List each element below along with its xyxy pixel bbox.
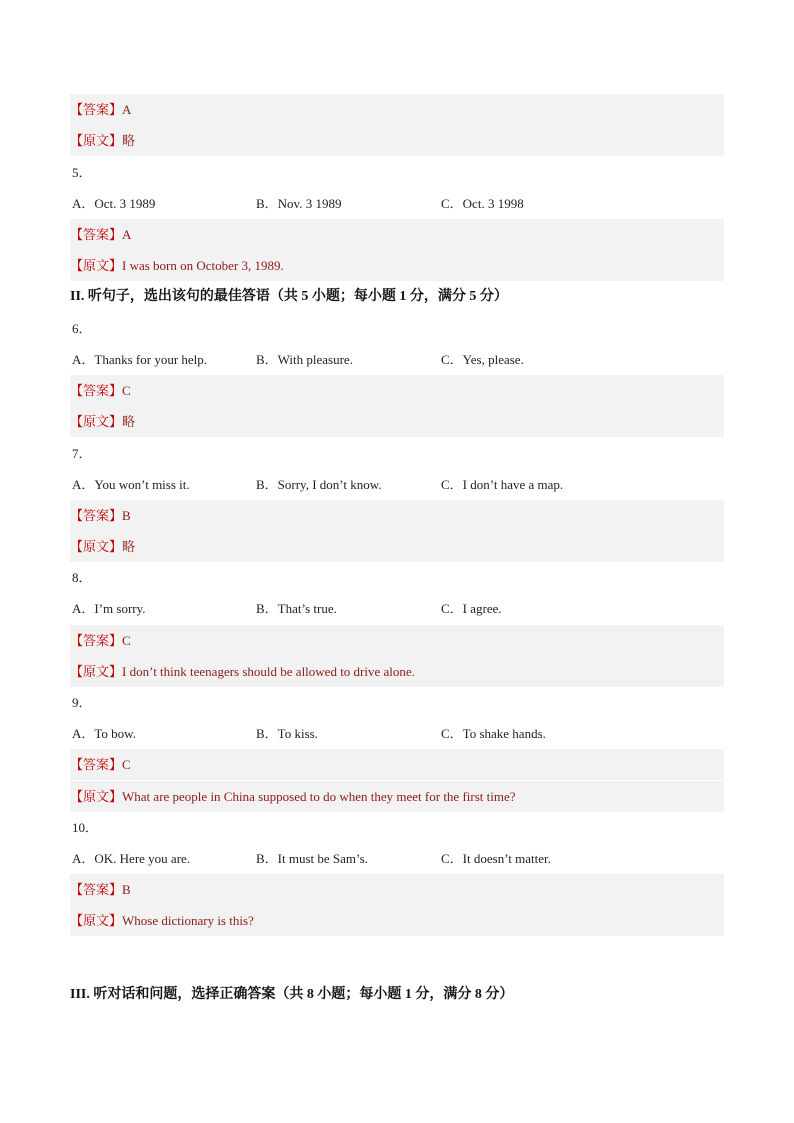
source-text: I don’t think teenagers should be allowed to drive alone. [122, 664, 415, 679]
options-row [70, 469, 724, 500]
answer-tag: 【答案】 [70, 383, 123, 398]
section-heading: II. 听句子，选出该句的最佳答语（共 5 小题；每小题 1 分，满分 5 分） [70, 289, 508, 304]
answer-value: B [122, 882, 131, 897]
option-c: C．I don’t have a map. [441, 477, 564, 492]
source-text: 略 [122, 414, 136, 429]
options-row [70, 344, 724, 375]
option-a: A．I’m sorry. [72, 601, 146, 616]
section-heading: III. 听对话和问题，选择正确答案（共 8 小题；每小题 1 分，满分 8 分） [70, 987, 514, 1002]
source-text: What are people in China supposed to do when they meet for the first time? [122, 789, 516, 804]
source-line [70, 905, 724, 936]
question-number: 7． [72, 446, 92, 461]
options-row [70, 718, 724, 749]
answer-value: A [122, 227, 132, 242]
option-a: A．Thanks for your help. [72, 352, 208, 367]
option-b: B．Sorry, I don’t know. [256, 477, 382, 492]
question-number: 5． [72, 165, 92, 180]
question-number: 10． [72, 820, 99, 835]
source-tag: 【原文】 [70, 664, 123, 679]
answer-line [70, 625, 724, 656]
option-b: B．With pleasure. [256, 352, 353, 367]
option-c: C．Oct. 3 1998 [441, 196, 524, 211]
answer-value: C [122, 633, 131, 648]
option-b: B．It must be Sam’s. [256, 851, 368, 866]
option-a: A．You won’t miss it. [72, 477, 190, 492]
answer-value: A [122, 102, 132, 117]
source-line [70, 250, 724, 281]
source-tag: 【原文】 [70, 913, 123, 928]
source-tag: 【原文】 [70, 539, 123, 554]
source-line [70, 656, 724, 687]
options-row [70, 843, 724, 874]
answer-tag: 【答案】 [70, 633, 123, 648]
source-tag: 【原文】 [70, 414, 123, 429]
source-text: Whose dictionary is this? [122, 913, 254, 928]
option-b: B．To kiss. [256, 726, 318, 741]
source-text: 略 [122, 539, 136, 554]
question-number: 9． [72, 695, 92, 710]
answer-line [70, 500, 724, 531]
source-tag: 【原文】 [70, 789, 123, 804]
source-line [70, 125, 724, 156]
question-number: 6． [72, 321, 92, 336]
answer-value: B [122, 508, 131, 523]
options-row [70, 188, 724, 219]
option-c: C．Yes, please. [441, 352, 524, 367]
answer-tag: 【答案】 [70, 227, 123, 242]
answer-line [70, 375, 724, 406]
question-number: 8． [72, 570, 92, 585]
source-line [70, 781, 724, 812]
option-a: A．To bow. [72, 726, 136, 741]
source-line [70, 406, 724, 437]
answer-line [70, 219, 724, 250]
option-c: C．To shake hands. [441, 726, 546, 741]
source-tag: 【原文】 [70, 258, 123, 273]
answer-tag: 【答案】 [70, 508, 123, 523]
option-b: B．Nov. 3 1989 [256, 196, 342, 211]
answer-tag: 【答案】 [70, 757, 123, 772]
option-a: A．Oct. 3 1989 [72, 196, 156, 211]
options-row [70, 593, 724, 624]
answer-line [70, 749, 724, 780]
answer-tag: 【答案】 [70, 882, 123, 897]
answer-value: C [122, 383, 131, 398]
option-c: C．It doesn’t matter. [441, 851, 551, 866]
option-c: C．I agree. [441, 601, 502, 616]
answer-tag: 【答案】 [70, 102, 123, 117]
answer-value: C [122, 757, 131, 772]
source-text: 略 [122, 133, 136, 148]
source-text: I was born on October 3, 1989. [122, 258, 284, 273]
source-line [70, 531, 724, 562]
answer-line [70, 94, 724, 125]
source-tag: 【原文】 [70, 133, 123, 148]
answer-line [70, 874, 724, 905]
option-a: A．OK. Here you are. [72, 851, 191, 866]
option-b: B．That’s true. [256, 601, 337, 616]
